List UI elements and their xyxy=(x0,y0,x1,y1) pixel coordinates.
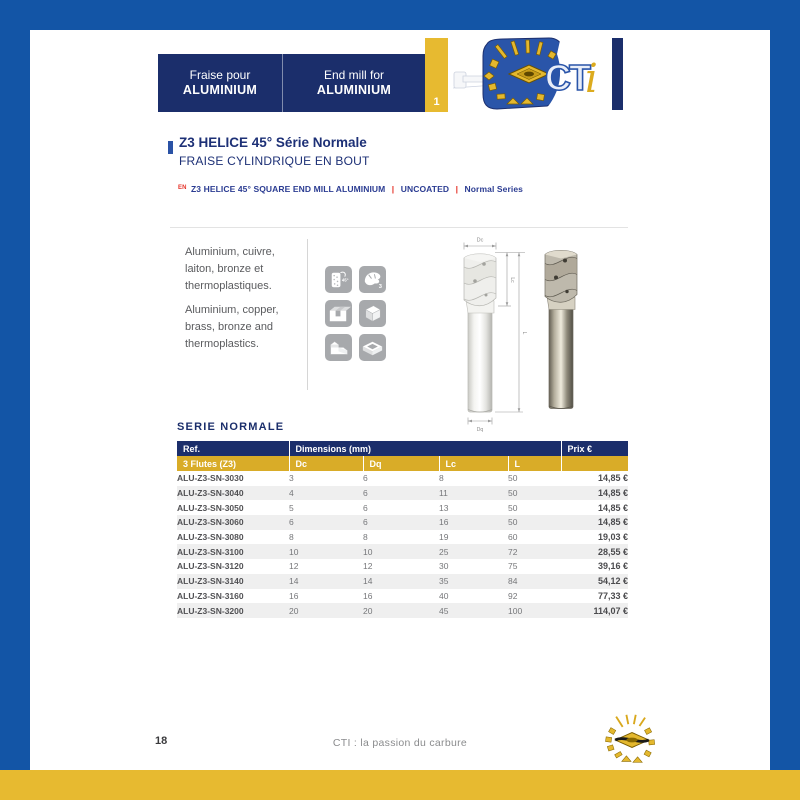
col-header-price: Prix € xyxy=(567,443,593,454)
banner-english xyxy=(282,54,425,112)
materials-en-line: Aluminium, copper, xyxy=(185,304,279,316)
price-cell: 114,07 € xyxy=(593,605,629,616)
ref-cell: ALU-Z3-SN-3060 xyxy=(177,517,244,528)
application-icons xyxy=(325,266,386,361)
footer-tagline: CTI : la passion du carbure xyxy=(332,737,468,749)
banner-fr-line1: Fraise pour xyxy=(189,68,251,82)
step-milling-icon xyxy=(325,334,352,361)
table-row xyxy=(177,471,628,486)
lc-cell: 11 xyxy=(439,488,448,499)
dc-cell: 3 xyxy=(289,473,294,484)
english-description-line xyxy=(178,184,523,194)
dc-cell: 16 xyxy=(289,590,299,601)
lc-cell: 35 xyxy=(439,576,449,587)
dq-cell: 12 xyxy=(363,561,373,572)
footer-sun-logo xyxy=(604,712,660,768)
end-mill-outline xyxy=(464,254,496,412)
banner-fr-line2: ALUMINIUM xyxy=(182,83,258,97)
dq-cell: 6 xyxy=(363,502,368,513)
end-mill-dimension-drawing xyxy=(455,233,555,435)
table-row xyxy=(177,530,628,545)
lc-cell: 19 xyxy=(439,532,449,543)
ref-cell: ALU-Z3-SN-3160 xyxy=(177,590,244,601)
ref-cell: ALU-Z3-SN-3080 xyxy=(177,532,244,543)
lc-cell: 40 xyxy=(439,590,449,601)
logo-text-i: i xyxy=(585,56,598,102)
dc-cell: 10 xyxy=(289,546,299,557)
dq-cell: 10 xyxy=(363,546,373,557)
svg-text:45°: 45° xyxy=(341,277,349,283)
lc-cell: 30 xyxy=(439,561,449,572)
subheader-dq: Dq xyxy=(363,456,439,471)
table-row xyxy=(177,603,628,618)
end-mill-photo xyxy=(544,239,578,419)
price-cell: 28,55 € xyxy=(597,546,629,557)
materials-fr-line: thermoplastiques. xyxy=(185,280,272,292)
vertical-divider xyxy=(307,239,308,390)
page-title: Z3 HELICE 45° Série Normale xyxy=(179,135,367,150)
dim-label-l: L xyxy=(521,331,527,335)
price-cell: 14,85 € xyxy=(597,517,629,528)
description-en: Z3 HELICE 45° SQUARE END MILL ALUMINIUM xyxy=(191,184,386,194)
subheader-l: L xyxy=(508,456,561,471)
price-cell: 14,85 € xyxy=(597,502,629,513)
table-header-row xyxy=(177,441,628,456)
dc-cell: 4 xyxy=(289,488,294,499)
section-divider-line xyxy=(170,227,628,228)
header-product-banner xyxy=(158,54,425,112)
series-section-title: SERIE NORMALE xyxy=(177,421,285,433)
price-cell: 14,85 € xyxy=(597,473,629,484)
table-row xyxy=(177,559,628,574)
lc-cell: 13 xyxy=(439,502,449,513)
subheader-lc: Lc xyxy=(439,456,508,471)
l-cell: 50 xyxy=(508,473,518,484)
header-end-bar xyxy=(612,38,623,110)
end-mill-45deg-icon xyxy=(325,266,352,293)
separator: | xyxy=(391,184,395,194)
dim-label-lc: Lc xyxy=(509,277,515,283)
helix-3-flutes-icon xyxy=(359,266,386,293)
price-cell: 14,85 € xyxy=(597,488,629,499)
banner-en-line2: ALUMINIUM xyxy=(316,83,392,97)
subheader-dc: Dc xyxy=(289,456,363,471)
dq-cell: 14 xyxy=(363,576,373,587)
table-row xyxy=(177,500,628,515)
dim-label-dq: Dq xyxy=(476,427,484,433)
ref-cell: ALU-Z3-SN-3120 xyxy=(177,561,244,572)
table-subheader-row xyxy=(177,456,628,471)
pocket-milling-icon xyxy=(359,334,386,361)
table-row xyxy=(177,486,628,501)
shoulder-block-icon xyxy=(359,300,386,327)
cti-logo xyxy=(453,36,613,116)
l-cell: 50 xyxy=(508,488,518,499)
ref-cell: ALU-Z3-SN-3030 xyxy=(177,473,244,484)
page-subtitle: FRAISE CYLINDRIQUE EN BOUT xyxy=(179,154,370,168)
dc-cell: 20 xyxy=(289,605,299,616)
ref-cell: ALU-Z3-SN-3100 xyxy=(177,546,244,557)
l-cell: 84 xyxy=(508,576,518,587)
l-cell: 50 xyxy=(508,502,518,513)
lc-cell: 16 xyxy=(439,517,449,528)
lc-cell: 8 xyxy=(439,473,444,484)
coating-label: UNCOATED xyxy=(400,184,450,194)
dq-cell: 6 xyxy=(363,517,368,528)
page-number: 18 xyxy=(155,735,168,747)
materials-text xyxy=(185,244,315,353)
subheader-flutes: 3 Flutes (Z3) xyxy=(177,456,289,471)
chapter-tab xyxy=(425,38,448,112)
l-cell: 72 xyxy=(508,546,518,557)
col-header-dimensions: Dimensions (mm) xyxy=(289,441,561,456)
price-cell: 77,33 € xyxy=(597,590,629,601)
dq-cell: 6 xyxy=(363,473,368,484)
price-table xyxy=(177,441,628,618)
price-cell: 19,03 € xyxy=(597,532,629,543)
materials-en-line: brass, bronze and xyxy=(185,321,274,333)
dc-cell: 6 xyxy=(289,517,294,528)
l-cell: 60 xyxy=(508,532,518,543)
materials-fr-line: laiton, bronze et xyxy=(185,263,264,275)
table-row xyxy=(177,515,628,530)
chapter-number: 1 xyxy=(433,96,440,108)
dc-cell: 5 xyxy=(289,502,294,513)
table-row xyxy=(177,589,628,604)
dq-cell: 8 xyxy=(363,532,368,543)
title-bullet xyxy=(168,141,173,154)
dc-cell: 14 xyxy=(289,576,299,587)
banner-french xyxy=(158,54,282,112)
materials-en-line: thermoplastics. xyxy=(185,338,259,350)
l-cell: 92 xyxy=(508,590,518,601)
l-cell: 50 xyxy=(508,517,518,528)
logo-text-ct: CT xyxy=(545,57,589,98)
price-table-body xyxy=(177,441,628,618)
dq-cell: 16 xyxy=(363,590,373,601)
ref-cell: ALU-Z3-SN-3140 xyxy=(177,576,244,587)
dc-cell: 12 xyxy=(289,561,299,572)
slot-milling-icon xyxy=(325,300,352,327)
col-header-ref: Ref. xyxy=(177,441,289,456)
ref-cell: ALU-Z3-SN-3200 xyxy=(177,605,244,616)
dq-cell: 6 xyxy=(363,488,368,499)
separator: | xyxy=(455,184,459,194)
svg-text:3: 3 xyxy=(378,284,382,291)
banner-en-line1: End mill for xyxy=(323,68,385,82)
page-sheet xyxy=(30,30,770,770)
bottom-gold-bar xyxy=(0,770,800,800)
dim-label-dc: Dc xyxy=(476,237,484,244)
ref-cell: ALU-Z3-SN-3040 xyxy=(177,488,244,499)
l-cell: 100 xyxy=(508,605,523,616)
ref-cell: ALU-Z3-SN-3050 xyxy=(177,502,244,513)
lc-cell: 25 xyxy=(439,546,449,557)
subheader-empty xyxy=(561,456,628,471)
language-tag: EN xyxy=(178,185,187,191)
price-cell: 54,12 € xyxy=(597,576,629,587)
table-row xyxy=(177,544,628,559)
dc-cell: 8 xyxy=(289,532,294,543)
lc-cell: 45 xyxy=(439,605,449,616)
series-label: Normal Series xyxy=(464,184,523,194)
materials-fr-line: Aluminium, cuivre, xyxy=(185,246,275,258)
price-cell: 39,16 € xyxy=(597,561,629,572)
l-cell: 75 xyxy=(508,561,518,572)
table-row xyxy=(177,574,628,589)
dq-cell: 20 xyxy=(363,605,373,616)
